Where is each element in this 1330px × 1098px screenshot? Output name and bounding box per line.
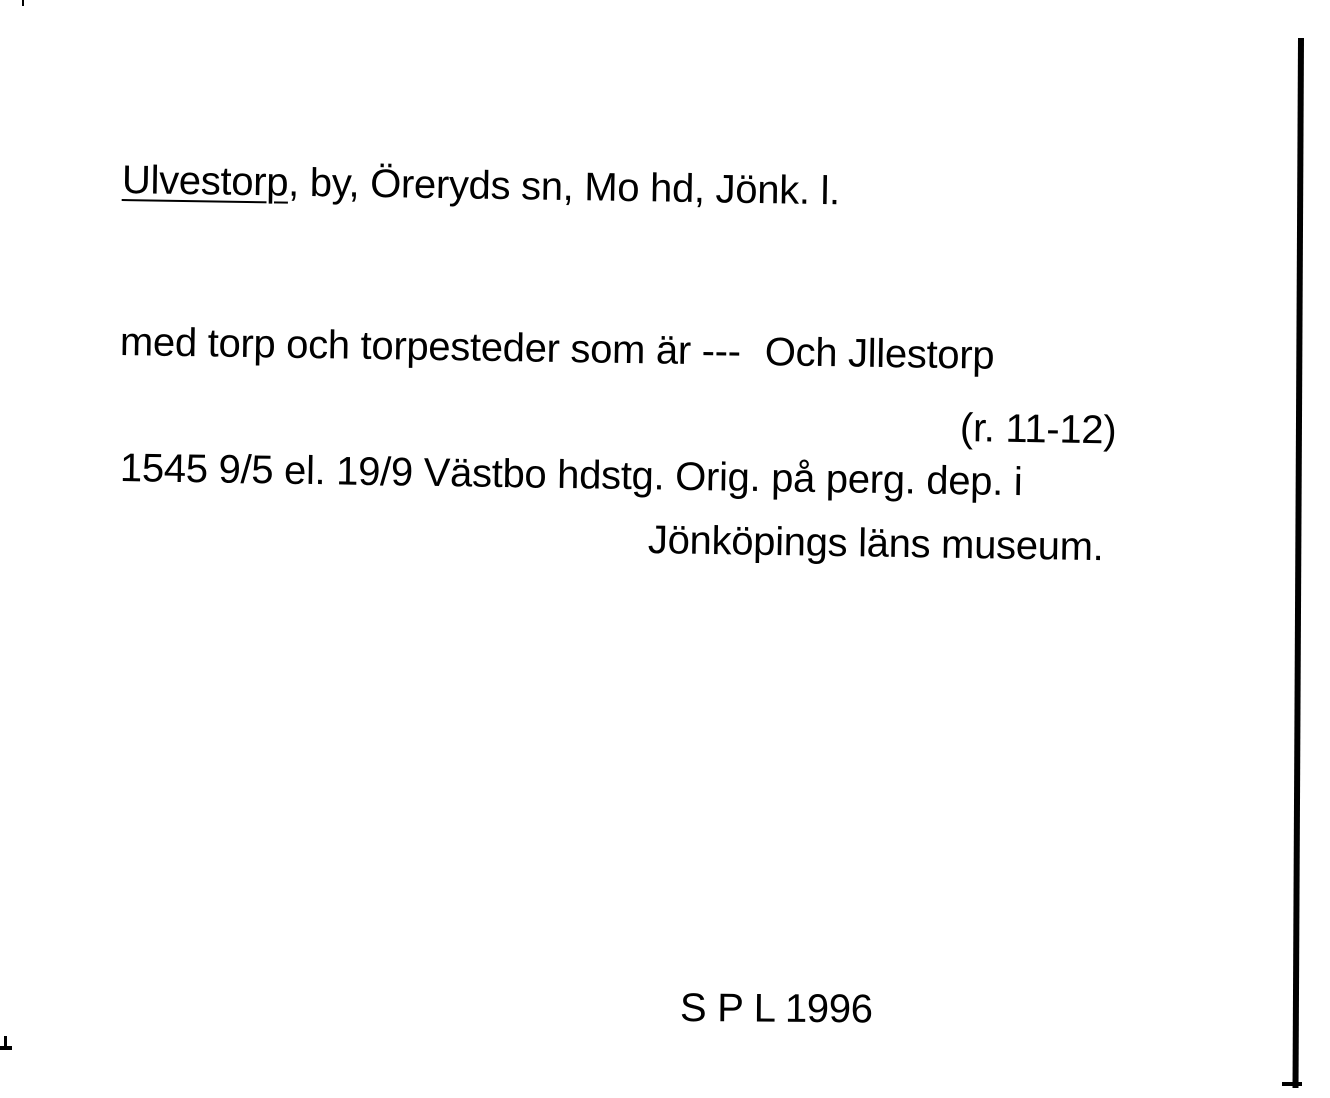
place-details: , by, Öreryds sn, Mo hd, Jönk. l. xyxy=(287,160,841,214)
scan-corner-mark xyxy=(0,1046,12,1050)
entry-heading xyxy=(121,158,841,214)
quotation-line xyxy=(120,322,995,376)
place-name: Ulvestorp xyxy=(121,158,289,205)
signature: S P L 1996 xyxy=(679,986,873,1032)
source-line-2: Jönköpings läns museum. xyxy=(647,518,1104,570)
quoted-form: Och Jllestorp xyxy=(764,330,995,378)
scan-edge-mark xyxy=(22,0,24,6)
card-right-edge xyxy=(1293,38,1304,1088)
card-edge-foot xyxy=(1282,1082,1302,1086)
source-line-1: 1545 9/5 el. 19/9 Västbo hdstg. Orig. på perg. dep. i xyxy=(119,446,1023,505)
quotation-text: med torp och torpesteder som är --- xyxy=(119,320,742,374)
line-reference: (r. 11-12) xyxy=(959,406,1117,453)
